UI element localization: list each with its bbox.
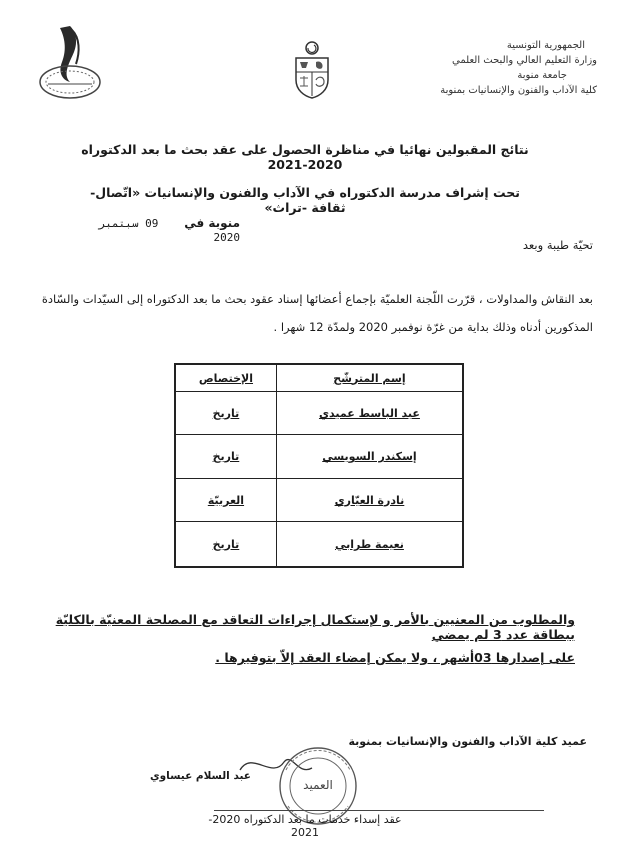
table-row — [175, 522, 463, 567]
letterhead-line-university: جامعة منوبة — [517, 70, 567, 81]
footer-text: عقد إسداء خدمات ما بعد الدكتوراه 2020-2021 — [208, 813, 402, 839]
stamp-word: العميد — [303, 778, 333, 792]
header-specialty: الإختصاص — [175, 364, 276, 392]
page-subtitle: تحت إشراف مدرسة الدكتوراه في الآداب والفنون والإنسانيات «اتّصال-ثقافة -تراث» — [90, 185, 520, 215]
requirement-line-2: على إصدارها 03أشهر ، ولا يمكن إمضاء العقد إلاّ بتوفيرها . — [215, 650, 575, 665]
header-candidate-name: إسم المترشّح — [276, 364, 463, 392]
candidate-specialty: تاريخ — [175, 392, 276, 435]
letterhead-line-faculty: كلية الآداب والفنون والإنسانيات بمنوبة — [440, 85, 597, 96]
letterhead-line-republic: الجمهورية التونسية — [506, 40, 585, 51]
footer-divider — [214, 810, 544, 811]
dean-name: عبد السلام عيساوي — [150, 770, 251, 782]
candidate-name: نادرة العيّاري — [276, 478, 463, 521]
table-row — [175, 435, 463, 478]
dean-title: عميد كلية الآداب والفنون والإنسانيات بمنوبة — [348, 735, 587, 748]
candidate-specialty: تاريخ — [175, 522, 276, 567]
date-stamp: 09 سبتمبر 2020 — [98, 217, 240, 244]
table-row — [175, 478, 463, 521]
table-row — [175, 392, 463, 435]
table-header-row — [175, 364, 463, 392]
date-place: منوبة في — [184, 216, 240, 230]
letterhead-line-ministry: وزارة التعليم العالي والبحث العلمي — [452, 55, 597, 66]
candidate-name: نعيمة طرابي — [276, 522, 463, 567]
candidate-specialty: العربيّة — [175, 478, 276, 521]
candidate-name: عبد الباسط عميدي — [276, 392, 463, 435]
candidate-name: إسكندر السويسي — [276, 435, 463, 478]
candidate-specialty: تاريخ — [175, 435, 276, 478]
letterhead — [367, 38, 597, 98]
requirement-line-1: والمطلوب من المعنيين بالأمر و لإستكمال إجراءات التعاقد مع المصلحة المعنيّة بالكليّة ببطاقة عدد 3 لم يمضي — [55, 612, 575, 642]
body-line-1: بعد النقاش والمداولات ، قرّرت اللّجنة العلميّة بإجماع أعضائها إسناد عقود بحث ما بعد الدكتوراه إلى السيّدات والسّادة — [41, 292, 593, 306]
faculty-logo — [36, 22, 106, 104]
body-line-2: المذكورين أدناه وذلك بداية من غرّة نوفمبر 2020 ولمدّة 12 شهرا . — [273, 320, 593, 334]
page-title: نتائج المقبولين نهائيا في مناظرة الحصول على عقد بحث ما بعد الدكتوراه 2020-2021 — [81, 142, 529, 172]
candidates-table — [174, 363, 464, 568]
tunisia-emblem-icon — [286, 40, 338, 100]
greeting: تحيّة طيبة وبعد — [522, 238, 593, 252]
